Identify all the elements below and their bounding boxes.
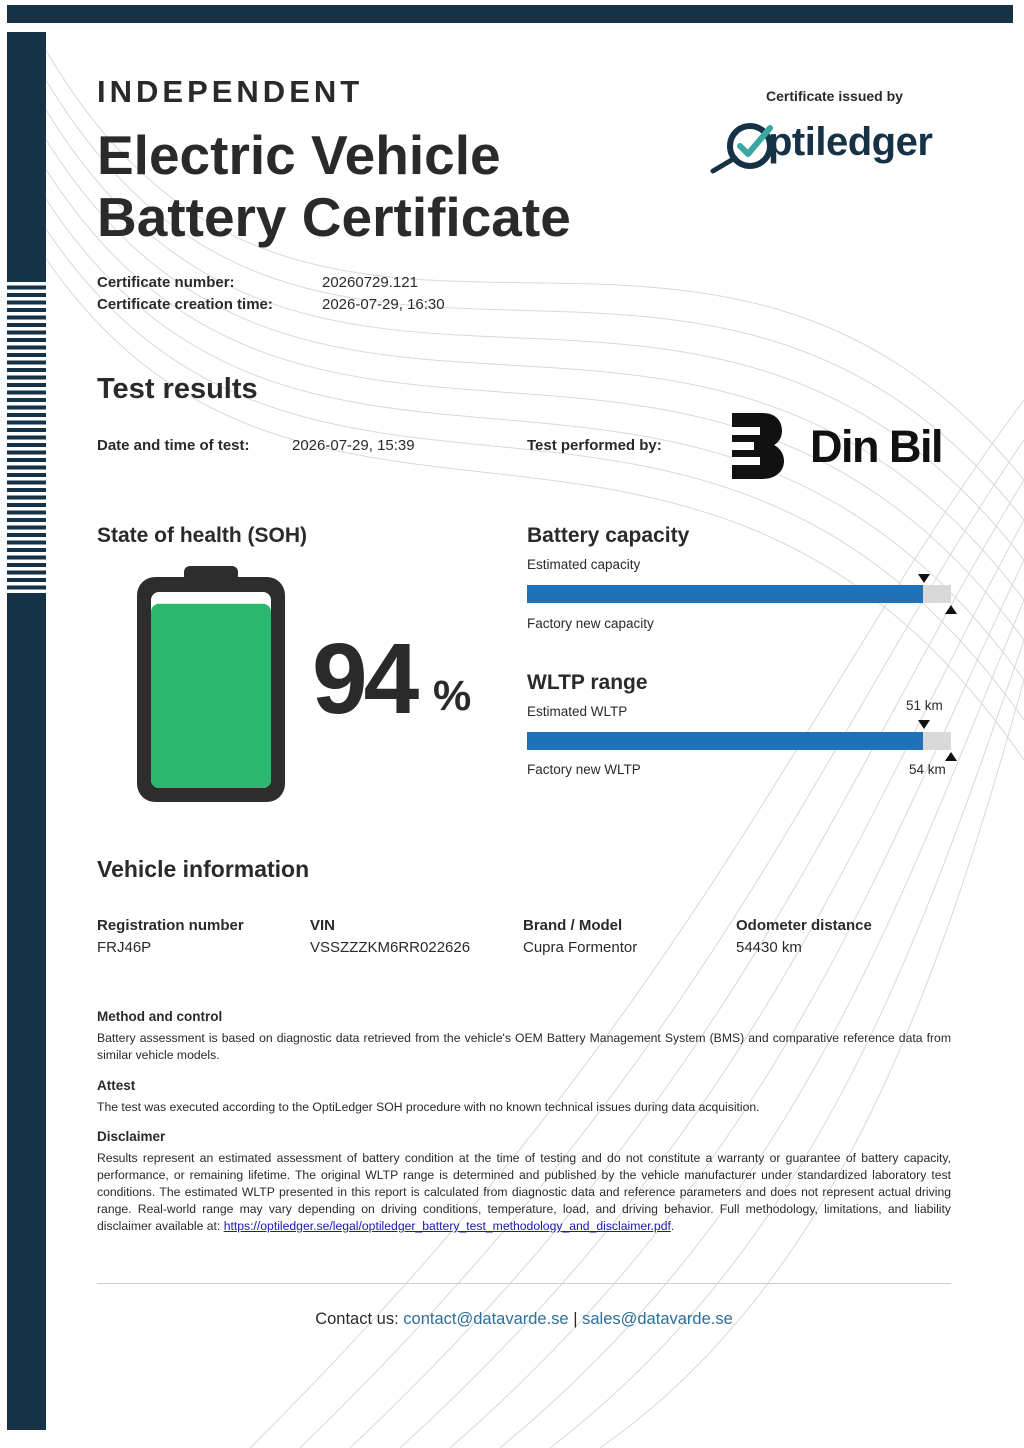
- factory-capacity-label: Factory new capacity: [527, 616, 654, 631]
- certificate-creation-value: 2026-07-29, 16:30: [322, 296, 445, 313]
- factory-wltp-value: 54 km: [909, 762, 946, 777]
- attest-heading: Attest: [97, 1078, 136, 1093]
- method-text: Battery assessment is based on diagnostic data retrieved from the vehicle's OEM Battery Management System (BMS) and comparative reference data from similar vehicle models.: [97, 1031, 951, 1062]
- battery-fill-level: [151, 604, 271, 788]
- vin-value: VSSZZZKM6RR022626: [310, 939, 471, 956]
- contact-email-link[interactable]: contact@datavarde.se: [403, 1310, 569, 1328]
- issued-by-label: Certificate issued by: [766, 88, 903, 104]
- din-bil-logo-icon: [732, 413, 784, 479]
- method-heading: Method and control: [97, 1009, 223, 1024]
- estimated-capacity-marker: [918, 574, 930, 583]
- wltp-bar-fill: [527, 732, 923, 750]
- disclaimer-paragraph: [97, 1150, 951, 1235]
- vin-label: VIN: [310, 917, 336, 934]
- contact-separator: |: [573, 1310, 578, 1328]
- eyebrow-text: INDEPENDENT: [97, 74, 364, 109]
- side-stripes: [7, 278, 46, 596]
- header-bar: [7, 5, 1013, 23]
- contact-label: Contact us:: [315, 1310, 399, 1328]
- capacity-bar: [527, 585, 951, 603]
- attest-text: The test was executed according to the OptiLedger SOH procedure with no known technical issues during data acquisition.: [97, 1100, 760, 1114]
- test-performed-by-label: Test performed by:: [527, 437, 662, 454]
- capacity-bar-fill: [527, 585, 923, 603]
- disclaimer-link[interactable]: https://optiledger.se/legal/optiledger_battery_test_methodology_and_disclaimer.pdf: [223, 1219, 671, 1233]
- soh-heading: State of health (SOH): [97, 524, 308, 547]
- test-date-value: 2026-07-29, 15:39: [292, 437, 415, 454]
- test-results-heading: Test results: [97, 373, 258, 405]
- certificate-number-value: 20260729.121: [322, 274, 418, 291]
- battery-icon: [134, 564, 288, 804]
- certificate-number-label: Certificate number:: [97, 274, 235, 291]
- vehicle-info-heading: Vehicle information: [97, 856, 310, 882]
- disclaimer-heading: Disclaimer: [97, 1129, 166, 1144]
- registration-number-value: FRJ46P: [97, 939, 152, 956]
- brand-model-value: Cupra Formentor: [523, 939, 638, 956]
- odometer-label: Odometer distance: [736, 917, 872, 934]
- test-date-label: Date and time of test:: [97, 437, 250, 454]
- estimated-capacity-label: Estimated capacity: [527, 557, 641, 572]
- wltp-heading: WLTP range: [527, 671, 648, 694]
- certificate-creation-label: Certificate creation time:: [97, 296, 273, 313]
- optiledger-logo-text: ptiledger: [768, 120, 933, 164]
- footer-divider: [97, 1283, 951, 1284]
- disclaimer-text: Results represent an estimated assessment of battery condition at the time of testing and do not constitute a warranty or guarantee of battery capacity, performance, or remaining lifetime. The original WLTP range is determined and published by the vehicle manufacturer under standardized laboratory test conditions. The estimated WLTP presented in this report is calculated from diagnostic data and reference parameters and does not represent actual driving range. Real-world range may vary depending on driving conditions, temperature, load, and driving behavior. Full methodology, limitations, and liability disclaimer available at:: [97, 1151, 951, 1233]
- registration-number-label: Registration number: [97, 917, 244, 934]
- din-bil-logo-text: Din Bil: [810, 421, 942, 472]
- odometer-value: 54430 km: [736, 939, 802, 956]
- estimated-wltp-label: Estimated WLTP: [527, 704, 628, 719]
- disclaimer-suffix: .: [670, 1219, 675, 1233]
- soh-unit: %: [433, 672, 472, 720]
- side-bar: [7, 32, 46, 1430]
- sales-email-link[interactable]: sales@datavarde.se: [582, 1310, 733, 1328]
- brand-model-label: Brand / Model: [523, 917, 623, 934]
- page-title: Electric Vehicle Battery Certificate: [97, 124, 571, 248]
- battery-capacity-heading: Battery capacity: [527, 524, 690, 547]
- estimated-wltp-marker: [918, 720, 930, 729]
- factory-wltp-marker: [945, 752, 957, 761]
- estimated-wltp-value: 51 km: [906, 698, 943, 713]
- soh-value: 94: [312, 623, 416, 735]
- wltp-bar: [527, 732, 951, 750]
- factory-wltp-label: Factory new WLTP: [527, 762, 641, 777]
- factory-capacity-marker: [945, 605, 957, 614]
- contact-line: [0, 1310, 1024, 1329]
